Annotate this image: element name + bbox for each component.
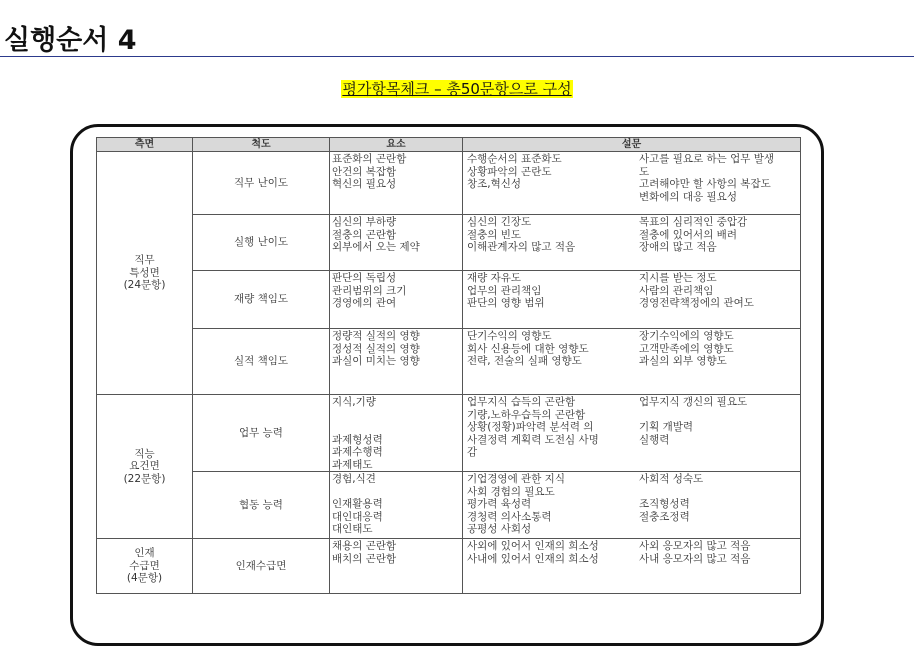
- element-line: 과제태도: [332, 458, 373, 471]
- element-line: 절충의 곤란함: [332, 228, 397, 241]
- question-cell: [463, 215, 801, 271]
- question-line: 장애의 많고 적음: [639, 241, 717, 253]
- subtitle-wrap: [0, 78, 914, 99]
- aspect-line: 특성면: [129, 266, 160, 279]
- question-line: 업무지식 갱신의 필요도: [639, 396, 748, 408]
- element-cell: [330, 329, 463, 395]
- question-line: 기획 개발력: [639, 421, 694, 433]
- scale-cell: 업무 능력: [193, 395, 330, 472]
- question-line: 도: [639, 165, 650, 178]
- element-line: 정량적 실적의 영향: [332, 330, 420, 342]
- question-line: 공평성 사회성: [467, 523, 532, 535]
- aspect-cell-talent: [97, 539, 193, 594]
- element-line: 경영에의 관여: [332, 297, 397, 309]
- question-cell: [463, 395, 801, 472]
- element-line: 인재활용력: [332, 498, 383, 510]
- question-line: [639, 409, 796, 422]
- question-line: 장기수익에의 영향도: [639, 330, 734, 342]
- question-line: 고객만족에의 영향도: [639, 342, 734, 355]
- subtitle: 평가항목체크 – 총50문항으로 구성: [342, 80, 572, 98]
- question-line: 조직형성력: [639, 498, 690, 510]
- element-cell: [330, 271, 463, 329]
- table-row: [97, 539, 801, 594]
- question-line: 경청력 의사소통력: [467, 510, 552, 523]
- question-line: 고려해야만 할 사항의 복잡도: [639, 178, 771, 190]
- question-cell: [463, 329, 801, 395]
- aspect-line: 수급면: [129, 559, 160, 572]
- question-line: 사고를 필요로 하는 업무 발생: [639, 153, 775, 165]
- table-row: [97, 395, 801, 472]
- aspect-line: (24문항): [123, 279, 166, 292]
- question-line: 실행력: [639, 433, 670, 446]
- aspect-line: 직무: [134, 254, 155, 267]
- table-row: [97, 472, 801, 539]
- question-cell: [463, 152, 801, 215]
- header-question: 설문: [463, 138, 801, 152]
- scale-cell: 실행 난이도: [193, 215, 330, 271]
- header-aspect: 측면: [97, 138, 193, 152]
- question-cell: [463, 271, 801, 329]
- element-line: 표준화의 곤란함: [332, 153, 407, 165]
- question-line: 변화에의 대응 필요성: [639, 190, 737, 203]
- table-row: [97, 215, 801, 271]
- question-line: 경영전략책정에의 관여도: [639, 297, 754, 309]
- question-line: 지시를 받는 정도: [639, 272, 717, 284]
- question-line: 전략, 전술의 실패 영향도: [467, 355, 582, 367]
- question-line: 회사 신용등에 대한 영향도: [467, 342, 589, 355]
- element-line: 안건의 복잡함: [332, 165, 397, 178]
- header-scale: 척도: [193, 138, 330, 152]
- header-element: 요소: [330, 138, 463, 152]
- question-line: 사내에 있어서 인재의 희소성: [467, 552, 599, 565]
- element-line: 배치의 곤란함: [332, 552, 397, 565]
- question-line: 창조,혁신성: [467, 178, 522, 190]
- aspect-line: 직능: [134, 447, 155, 460]
- element-line: 지식,기량: [332, 396, 376, 408]
- aspect-line: 인재: [134, 547, 155, 560]
- scale-cell: 인재수급면: [193, 539, 330, 594]
- question-line: 기업경영에 관한 지식: [467, 473, 565, 485]
- question-line: 절충조정력: [639, 510, 690, 523]
- element-line: 과실이 미치는 영향: [332, 355, 420, 367]
- question-line: 기량,노하우습득의 곤란함: [467, 408, 586, 421]
- element-line: 관리범위의 크기: [332, 284, 407, 297]
- element-line: 대인태도: [332, 523, 373, 535]
- element-line: [332, 486, 460, 499]
- question-line: 사회 경험의 필요도: [467, 485, 555, 498]
- question-line: 사내 응모자의 많고 적음: [639, 552, 751, 565]
- question-line: 사람의 관리책임: [639, 284, 714, 297]
- question-line: 상황(정황)파악력 분석력 의: [467, 421, 594, 433]
- aspect-cell-job: [97, 152, 193, 395]
- question-line: 단기수익의 영향도: [467, 330, 552, 342]
- element-cell: [330, 395, 463, 472]
- table-header-row: [97, 138, 801, 152]
- question-line: [639, 486, 796, 499]
- question-line: 사외에 있어서 인재의 희소성: [467, 540, 599, 552]
- question-line: 판단의 영향 범위: [467, 297, 545, 309]
- page-title: 실행순서 4: [4, 25, 137, 56]
- title-divider: [0, 56, 914, 57]
- aspect-line: (22문항): [123, 472, 166, 485]
- scale-cell: 협동 능력: [193, 472, 330, 539]
- table-row: [97, 152, 801, 215]
- question-line: 수행순서의 표준화도: [467, 153, 562, 165]
- question-line: 과실의 외부 영향도: [639, 355, 727, 367]
- element-line: 심신의 부하량: [332, 216, 397, 228]
- scale-cell: 직무 난이도: [193, 152, 330, 215]
- question-line: 목표의 심리적인 중압감: [639, 216, 748, 228]
- scale-cell: 실적 책임도: [193, 329, 330, 395]
- element-line: 정성적 실적의 영향: [332, 342, 420, 355]
- question-line: 재량 자유도: [467, 272, 522, 284]
- question-line: 감: [467, 446, 478, 458]
- question-cell: [463, 472, 801, 539]
- question-line: 업무지식 습득의 곤란함: [467, 396, 576, 408]
- element-cell: [330, 152, 463, 215]
- element-cell: [330, 472, 463, 539]
- element-line: 대인대응력: [332, 510, 383, 523]
- question-line: 상황파악의 곤란도: [467, 165, 552, 178]
- element-line: 과제형성력: [332, 433, 383, 446]
- element-line: 경험,식견: [332, 473, 376, 485]
- question-line: 평가력 육성력: [467, 498, 532, 510]
- aspect-cell-competency: [97, 395, 193, 539]
- element-line: 혁신의 필요성: [332, 178, 397, 190]
- scale-cell: 재량 책임도: [193, 271, 330, 329]
- table-row: [97, 329, 801, 395]
- evaluation-table: [96, 137, 801, 594]
- element-line: 판단의 독립성: [332, 272, 397, 284]
- aspect-line: 요건면: [129, 460, 160, 473]
- question-line: 이해관계자의 많고 적음: [467, 241, 576, 253]
- element-cell: [330, 215, 463, 271]
- element-line: [332, 409, 460, 422]
- table-row: [97, 271, 801, 329]
- question-line: 심신의 긴장도: [467, 216, 532, 228]
- question-cell: [463, 539, 801, 594]
- aspect-line: (4문항): [126, 572, 163, 585]
- question-line: 절충에 있어서의 배려: [639, 228, 737, 241]
- element-line: 과제수행력: [332, 446, 383, 458]
- question-line: 절충의 빈도: [467, 228, 522, 241]
- question-line: 업무의 관리책임: [467, 284, 542, 297]
- element-cell: [330, 539, 463, 594]
- element-line: 채용의 곤란함: [332, 540, 397, 552]
- question-line: 사회적 성숙도: [639, 473, 704, 485]
- question-line: 사외 응모자의 많고 적음: [639, 540, 751, 552]
- element-line: [332, 421, 460, 434]
- question-line: 사결정력 계획력 도전심 사명: [467, 433, 599, 446]
- element-line: 외부에서 오는 제약: [332, 241, 420, 253]
